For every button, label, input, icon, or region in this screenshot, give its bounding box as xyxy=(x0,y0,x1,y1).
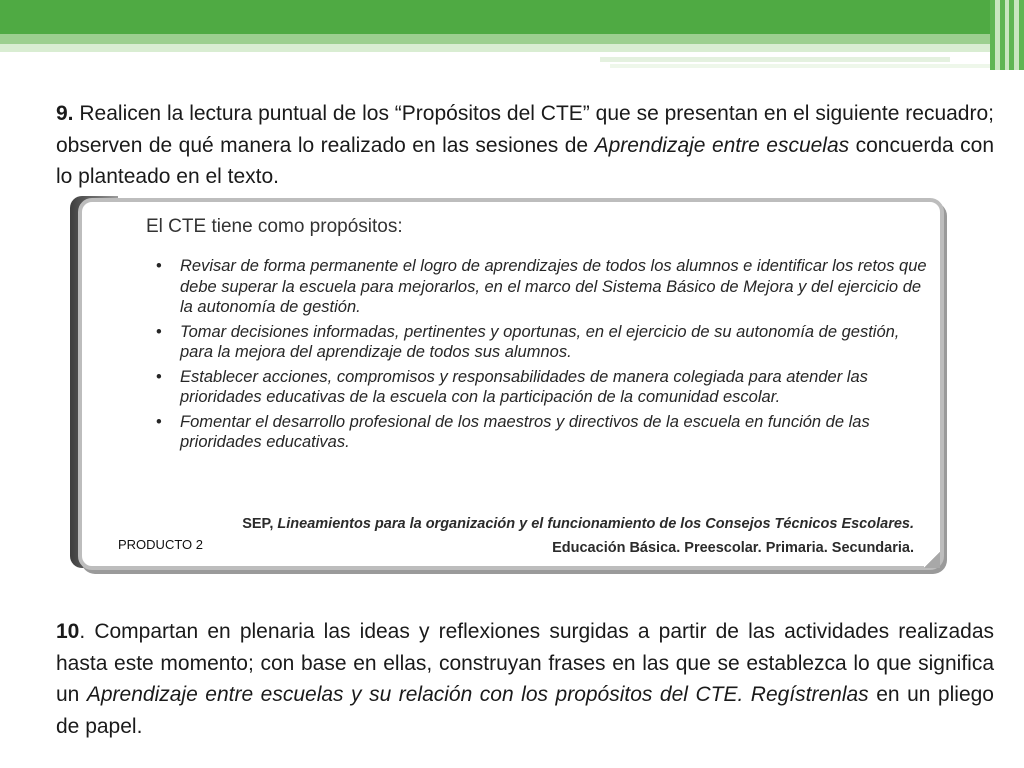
bullet-glyph: • xyxy=(156,322,162,341)
instruction-9-text-b: concuerda con lo planteado en el texto. xyxy=(56,133,994,188)
instruction-9 xyxy=(56,98,994,193)
header-accent-line xyxy=(600,57,950,62)
instruction-9-italic: Aprendizaje entre escuelas xyxy=(594,133,850,157)
list-item xyxy=(156,412,928,453)
instruction-10 xyxy=(56,616,994,742)
citation-prefix: SEP, xyxy=(242,516,278,532)
header-band-dark xyxy=(0,0,990,34)
instruction-10-text-a: . Compartan en plenaria las ideas y reflexiones surgidas a partir de las actividades realizadas hasta este momento; con base en ellas, construyan frases en las que se establezca lo que significa un xyxy=(56,620,994,706)
instruction-10-italic: Aprendizaje entre escuelas y su relación con los propósitos del CTE. Regístrenlas xyxy=(86,683,869,706)
citation-title: Lineamientos para la organización y el funcionamiento de los Consejos Técnicos Escolares. xyxy=(277,516,914,532)
list-item xyxy=(156,256,928,318)
list-item-text: Establecer acciones, compromisos y responsabilidades de manera colegiada para atender las prioridades educativas de la escuela con la participación de la comunidad escolar. xyxy=(180,367,868,406)
header-stripes xyxy=(990,0,1024,70)
list-item xyxy=(156,322,928,363)
list-item-text: Tomar decisiones informadas, pertinentes y oportunas, en el ejercicio de su autonomía de gestión, para la mejora del aprendizaje de todos sus alumnos. xyxy=(180,322,900,361)
purposes-title: El CTE tiene como propósitos: xyxy=(146,216,403,237)
purposes-list xyxy=(156,256,928,457)
list-item xyxy=(156,367,928,408)
bullet-glyph: • xyxy=(156,412,162,431)
list-item-text: Fomentar el desarrollo profesional de los maestros y directivos de la escuela en función de las prioridades educativas. xyxy=(180,412,870,451)
header-band-light xyxy=(0,44,990,52)
header-accent-line-2 xyxy=(610,64,990,68)
instruction-10-text-b: en un pliego de papel. xyxy=(56,683,994,738)
citation xyxy=(242,512,914,560)
instruction-9-text-a: Realicen la lectura puntual de los “Propósitos del CTE” que se presentan en el siguiente recuadro; observen de qué manera lo realizado en las sesiones de xyxy=(56,102,994,157)
cte-purposes-figure xyxy=(70,196,940,568)
instruction-10-number: 10 xyxy=(56,620,80,643)
bullet-glyph: • xyxy=(156,367,162,386)
page-curl xyxy=(924,552,940,568)
header-band-mid xyxy=(0,34,990,44)
citation-line-2: Educación Básica. Preescolar. Primaria. Secundaria. xyxy=(552,540,914,556)
citation-line-1 xyxy=(242,512,914,536)
list-item-text: Revisar de forma permanente el logro de aprendizajes de todos los alumnos e identificar los retos que debe superar la escuela para mejorarlos, en el marco del Sistema Básico de Mejora y del ejercicio de la autonomía de gestión. xyxy=(180,257,927,316)
purposes-box xyxy=(78,198,944,570)
bullet-glyph: • xyxy=(156,257,162,275)
instruction-9-number: 9. xyxy=(56,102,74,125)
product-label: PRODUCTO 2 xyxy=(118,537,203,552)
